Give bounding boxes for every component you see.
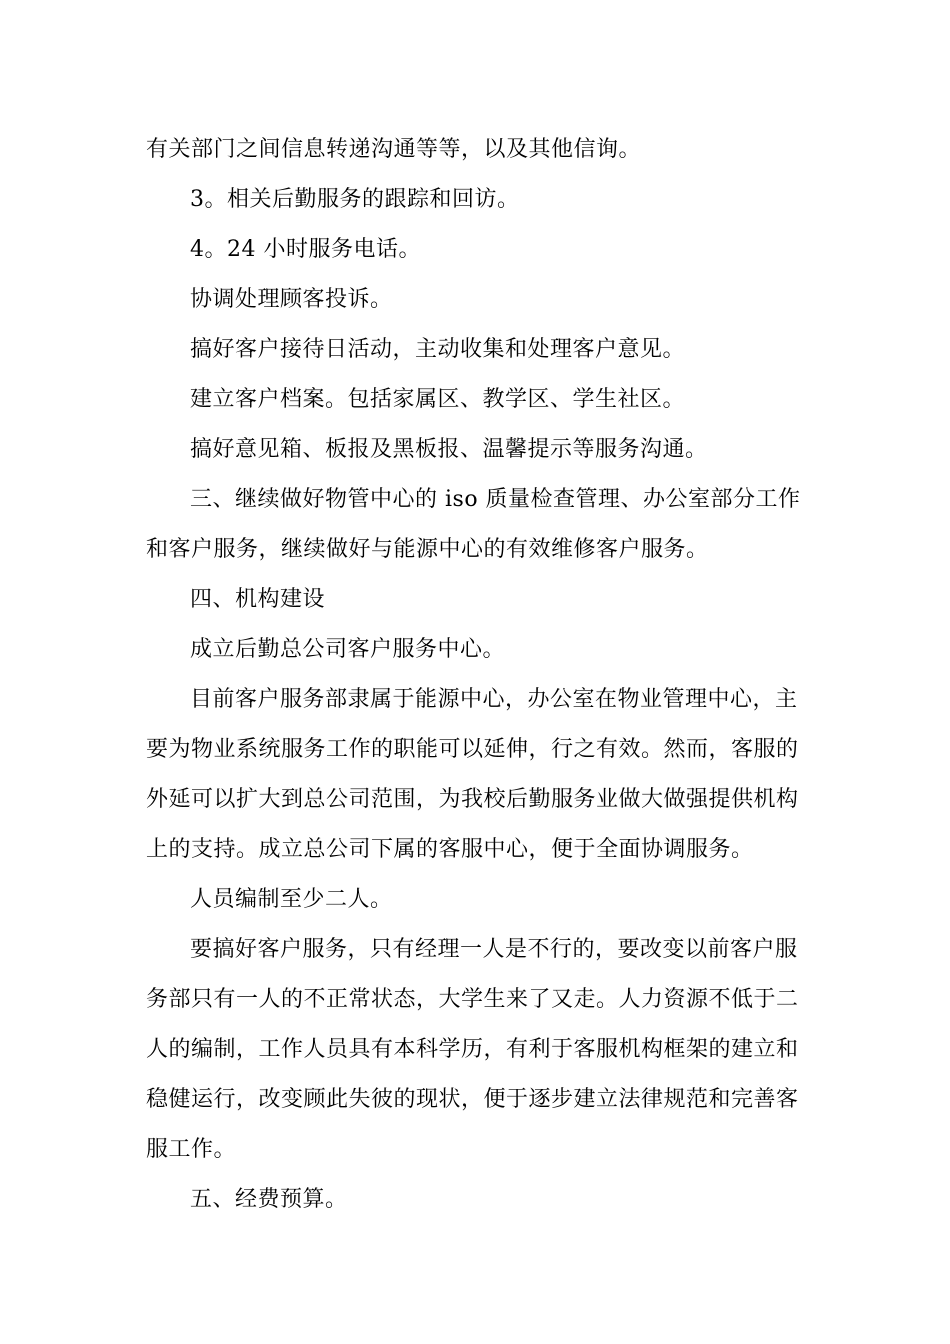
text-line: 稳健运行，改变顾此失彼的现状，便于逐步建立法律规范和完善客 bbox=[146, 1087, 799, 1112]
text-line: 务部只有一人的不正常状态，大学生来了又走。人力资源不低于二 bbox=[146, 987, 799, 1012]
text-line: 服工作。 bbox=[146, 1137, 237, 1162]
text-line: 协调处理顾客投诉。 bbox=[190, 287, 393, 312]
text-line: 要搞好客户服务，只有经理一人是不行的，要改变以前客户服 bbox=[190, 937, 798, 962]
text-line: 上的支持。成立总公司下属的客服中心，便于全面协调服务。 bbox=[146, 837, 754, 862]
text-line: 要为物业系统服务工作的职能可以延伸，行之有效。然而，客服的 bbox=[146, 737, 799, 762]
text-line: 建立客户档案。包括家属区、教学区、学生社区。 bbox=[190, 387, 686, 412]
text-line: 4。24 小时服务电话。 bbox=[190, 237, 421, 262]
text-line: 有关部门之间信息转递沟通等等，以及其他信询。 bbox=[146, 137, 642, 162]
text-line: 3。相关后勤服务的跟踪和回访。 bbox=[190, 187, 520, 212]
text-line: 人的编制，工作人员具有本科学历，有利于客服机构框架的建立和 bbox=[146, 1037, 799, 1062]
section-heading: 四、机构建设 bbox=[190, 587, 326, 612]
text-line: 和客户服务，继续做好与能源中心的有效维修客户服务。 bbox=[146, 537, 709, 562]
text-line: 外延可以扩大到总公司范围，为我校后勤服务业做大做强提供机构 bbox=[146, 787, 799, 812]
text-line: 搞好意见箱、板报及黑板报、温馨提示等服务沟通。 bbox=[190, 437, 708, 462]
text-line: 人员编制至少二人。 bbox=[190, 887, 393, 912]
section-heading: 五、经费预算。 bbox=[190, 1187, 348, 1212]
section-heading: 三、继续做好物管中心的 iso 质量检查管理、办公室部分工作 bbox=[190, 487, 801, 512]
text-line: 成立后勤总公司客户服务中心。 bbox=[190, 637, 506, 662]
text-line: 目前客户服务部隶属于能源中心，办公室在物业管理中心，主 bbox=[190, 687, 798, 712]
text-line: 搞好客户接待日活动，主动收集和处理客户意见。 bbox=[190, 337, 686, 362]
